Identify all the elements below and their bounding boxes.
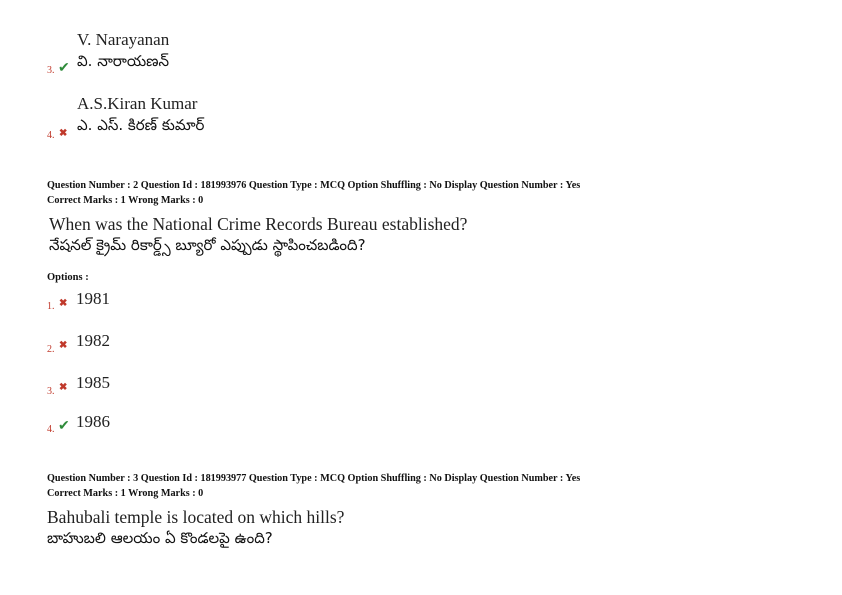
cross-icon: ✖ [59, 382, 68, 393]
q2-option-4-text: 1986 [76, 412, 110, 431]
q2-option-1-number: 1. [47, 301, 55, 312]
prev-option-4-telugu: ఎ. ఎస్. కిరణ్ కుమార్ [77, 116, 205, 134]
question-2-meta-line1: Question Number : 2 Question Id : 181993976 Question Type : MCQ Option Shuffling : No Display Question Number : Yes [47, 180, 581, 191]
prev-option-3-english: V. Narayanan [77, 30, 170, 49]
prev-option-3-telugu: వి. నారాయణన్ [77, 52, 170, 70]
q2-option-2-number: 2. [47, 344, 55, 355]
prev-option-3-number: 3. [47, 65, 55, 76]
q2-option-3-number: 3. [47, 386, 55, 397]
cross-icon: ✖ [59, 298, 68, 309]
q2-option-3-text: 1985 [76, 373, 110, 392]
question-2-text-telugu: నేషనల్ క్రైమ్ రికార్డ్స్ బ్యూరో ఎప్పుడు స్థాపించబడింది? [49, 236, 366, 254]
q2-option-4-number: 4. [47, 424, 55, 435]
question-2-meta-line2: Correct Marks : 1 Wrong Marks : 0 [47, 195, 204, 206]
prev-option-4-english: A.S.Kiran Kumar [77, 94, 198, 113]
question-3-meta-line2: Correct Marks : 1 Wrong Marks : 0 [47, 488, 204, 499]
cross-icon: ✖ [59, 128, 68, 139]
question-3-text-english: Bahubali temple is located on which hills? [47, 507, 345, 527]
check-icon: ✔ [58, 60, 70, 76]
options-label: Options : [47, 272, 89, 283]
check-icon: ✔ [58, 418, 70, 434]
question-3-text-telugu: బాహుబలి ఆలయం ఏ కొండలపై ఉంది? [47, 529, 273, 547]
q2-option-2-text: 1982 [76, 331, 110, 350]
question-3-meta-line1: Question Number : 3 Question Id : 181993977 Question Type : MCQ Option Shuffling : No Display Question Number : Yes [47, 473, 581, 484]
question-2-text-english: When was the National Crime Records Bureau established? [49, 214, 468, 234]
cross-icon: ✖ [59, 340, 68, 351]
q2-option-1-text: 1981 [76, 289, 110, 308]
prev-option-4-number: 4. [47, 130, 55, 141]
